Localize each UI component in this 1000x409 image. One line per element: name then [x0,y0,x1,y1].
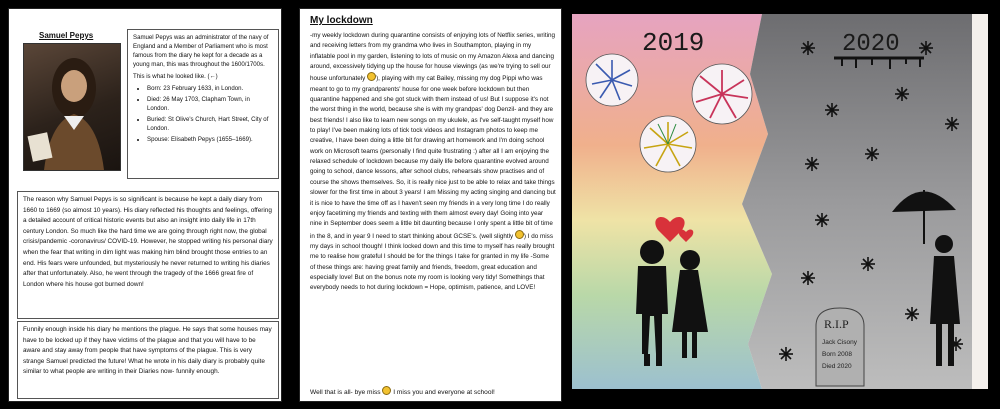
fireworks-icon [692,64,752,124]
bio-facts [133,84,273,144]
gravestone-line-3: Died 2020 [822,363,852,370]
smiley-emoji-icon [515,230,524,239]
gravestone-line-2: Born 2008 [822,351,852,358]
gravestone-line-1: Jack Cisony [822,339,858,346]
lockdown-title: My lockdown [310,15,373,26]
lockdown-body [310,31,556,294]
fact-buried: • Buried: St Olive's Church, Hart Street, City of London. [147,115,273,133]
fact-born: • Born: 23 February 1633, in London. [147,84,273,93]
portrait-title: Samuel Pepys [39,31,94,40]
fireworks-icon [586,54,638,106]
gravestone [816,308,864,386]
year-2019-label: 2019 [642,28,705,58]
portrait-image [23,43,121,171]
fireworks-icon [640,116,696,172]
signoff-text-a: Well that is all- bye miss [310,389,383,396]
lockdown-text-2: ), playing with my cat Bailey, missing my dog Pippi who was meant to go to my grandparents' house for one week before lockdown but then quarantine happened and she got stuck with them instead of us! But I suppose it's not the worst thing in the world, because she is with my grandpas' dog Denzil- and they are best friends! I also like to learn new songs on my ukulele, as I've self-taught myself how to play! I've been making lots of tick tock videos and Instagram photos to keep me creative, I have been doing a little bit for drawing art homework and I'm doing school work on Microsoft teams (personally I find quite frustrating :) after all I am enjoying the relaxed schedule of lockdown because my daily life before quarantine evolved around going to school, dance lessons, after school clubs, rehearsals show practises and of course the shows themselves. So, it is really nice just to be able to relax and take things slower for the first time in about 3 years! I am Missing my acting singing and dancing but it is nice to have the time off as I haven't seen my friends in a very long time I do really enjoy facetiming my friends and texting with them almost every day! Going into year nine in September does seem a little bit daunting because I only spent a little bit of time in the 8, and in year 9 I need to start thinking about GCSE's. (well slightly [310,75,556,240]
lockdown-page [299,8,562,402]
bio-box [127,29,279,179]
fact-spouse: • Spouse: Elisabeth Pepys (1655–1669). [147,135,273,144]
artwork-2019-2020 [572,14,988,389]
signoff-text-b: I miss you and everyone at school! [391,389,495,396]
pepys-page [8,8,282,402]
gravestone-title: R.I.P [824,317,849,331]
year-2020-label: 2020 [842,31,900,58]
lockdown-text-1: -my weekly lockdown during quarantine consists of enjoying lots of Netflix series, writing and receiving letters from my grandma who lives in Southampton, playing in my inflatable pool in my garden, listening to lots of music on my Amazon Alexa and dancing around, excessively tidying up the house for house viewings (as we're trying to sell our house unfortunately [310,32,555,83]
fact-died: • Died: 26 May 1703, Clapham Town, in London. [147,95,273,113]
sad-emoji-icon [367,72,376,81]
lockdown-signoff [310,386,495,396]
lockdown-text-3: ) I do miss my days in school though! I think locked down and this time to myself has really brought me to realise how grateful I should be for the things I take for granted in my life -Some of these things are: having great family and friends, freedom, great education and especially love! But on the bonus note my room is looking very tidy! Somethings that everybody needs to hot during lockdown = Hope, optimism, patience, and LOVE! [310,232,555,292]
significance-box: The reason why Samuel Pepys is so significant is because he kept a daily diary from 1660 to 1669 (so almost 10 years). His diary reflected his thoughts and feelings, offering a detailed account of critical historic events but also an insight into daily life in 17th century London. So much like the hard time we are going through right now, the global crisis/pandemic -coronavirus/ COVID-19. However, he stopped writing his personal diary when the fear that writing in dim light was making him blind brought those entries to an end. His fears were unfounded, but mysteriously he never returned to writing his diaries after that unfortunately. Also, he went through the tragedy of the 1666 great fire of London where his house got burned down! [17,191,279,319]
bio-intro: Samuel Pepys was an administrator of the navy of England and a Member of Parliament who is most famous from the diary he kept for a decade as a young man, this was throughout the 1600/1700s. [133,34,269,68]
plague-box: Funnily enough inside his diary he mentions the plague. He says that some houses may have to be locked up if they have victims of the plague and that you will have to be aware and stay away from people that have symptoms of the plague. This is very strange Samuel predicted the future! What he wrote in his daily diary is probably quite similar to what people are writing in their Diaries now- funnily enough. [17,321,279,399]
bio-look: This is what he looked like. (←) [133,73,218,80]
